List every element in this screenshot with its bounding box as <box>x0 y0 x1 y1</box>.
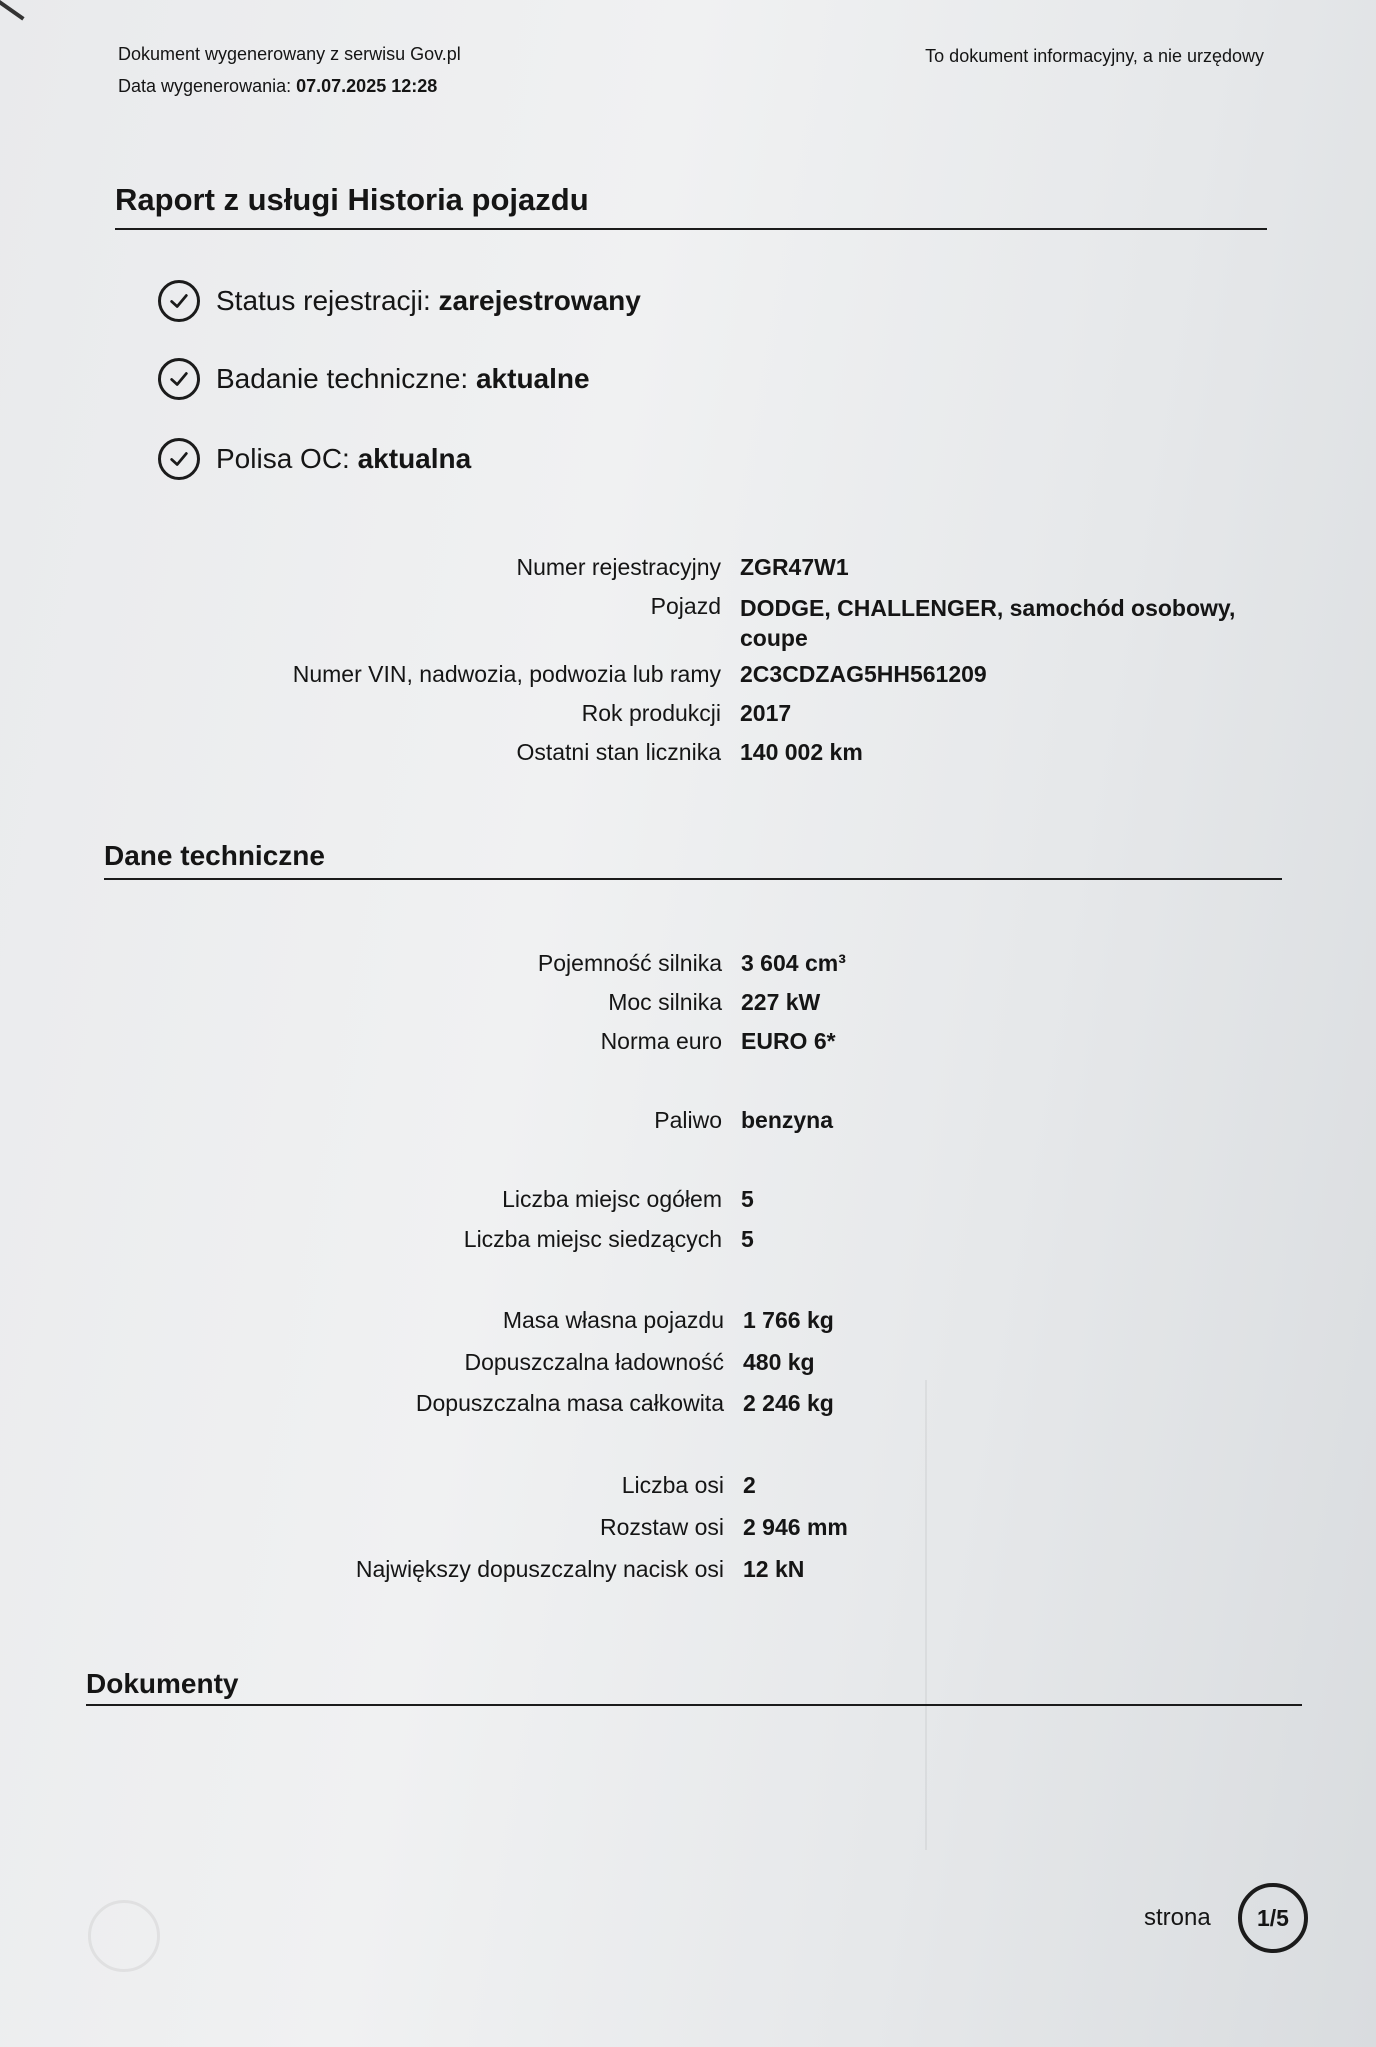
page-label: strona <box>1144 1904 1211 1931</box>
status-label: Status rejestracji: <box>216 285 431 316</box>
bleed-through-circle <box>88 1900 160 1972</box>
page-number-badge: 1/5 <box>1238 1883 1308 1953</box>
axles-value: 2 <box>743 1472 756 1498</box>
fuel-label: Paliwo <box>654 1107 722 1133</box>
engine-capacity-label: Pojemność silnika <box>537 950 722 976</box>
axle-load-label: Największy dopuszczalny nacisk osi <box>355 1556 724 1582</box>
status-insurance <box>158 438 471 480</box>
status-label: Badanie techniczne: <box>216 363 469 394</box>
payload-row <box>0 1349 1376 1383</box>
fuel-row <box>0 1107 1376 1141</box>
status-value: aktualne <box>475 363 590 394</box>
section-title-documents: Dokumenty <box>86 1668 239 1699</box>
status-inspection <box>158 358 590 400</box>
document-header <box>118 38 461 102</box>
axles-label: Liczba osi <box>621 1472 724 1498</box>
corner-mark <box>0 0 25 20</box>
curb-weight-row <box>0 1307 1376 1341</box>
euro-value: EURO 6* <box>741 1028 836 1054</box>
registration-row <box>0 554 1376 588</box>
payload-label: Dopuszczalna ładowność <box>464 1349 724 1375</box>
euro-row <box>0 1028 1376 1062</box>
axle-load-row <box>0 1556 1376 1590</box>
check-circle-icon <box>158 280 200 322</box>
vehicle-value: DODGE, CHALLENGER, samochód osobowy, coupe <box>740 595 1236 651</box>
production-year-label: Rok produkcji <box>581 700 721 726</box>
seats-total-label: Liczba miejsc ogółem <box>502 1186 722 1212</box>
fuel-value: benzyna <box>741 1107 834 1133</box>
payload-value: 480 kg <box>743 1349 815 1375</box>
status-registration <box>158 280 641 322</box>
vehicle-row <box>0 593 1376 651</box>
status-value: zarejestrowany <box>438 285 641 316</box>
wheelbase-value: 2 946 mm <box>743 1514 848 1540</box>
check-circle-icon <box>158 358 200 400</box>
paper-fold <box>925 1380 927 1850</box>
curb-weight-value: 1 766 kg <box>743 1307 834 1333</box>
axle-load-value: 12 kN <box>743 1556 805 1582</box>
status-label: Polisa OC: <box>216 443 350 474</box>
report-title: Raport z usługi Historia pojazdu <box>115 182 589 217</box>
generated-date: 07.07.2025 12:28 <box>296 76 438 96</box>
power-row <box>0 989 1376 1023</box>
documents-rule <box>86 1704 1302 1706</box>
seats-total-row <box>0 1186 1376 1220</box>
axles-row <box>0 1472 1376 1506</box>
euro-label: Norma euro <box>600 1028 722 1054</box>
technical-rule <box>104 878 1282 880</box>
check-circle-icon <box>158 438 200 480</box>
generated-date-line <box>118 70 461 102</box>
odometer-value: 140 002 km <box>740 739 863 765</box>
seats-total-value: 5 <box>741 1186 754 1212</box>
registration-label: Numer rejestracyjny <box>516 554 721 580</box>
status-value: aktualna <box>357 443 472 474</box>
power-value: 227 kW <box>741 989 821 1015</box>
engine-capacity-value: 3 604 cm³ <box>741 950 846 976</box>
vin-row <box>0 661 1376 695</box>
odometer-label: Ostatni stan licznika <box>516 739 721 765</box>
gross-weight-row <box>0 1390 1376 1424</box>
source-note: Dokument wygenerowany z serwisu Gov.pl <box>118 44 461 64</box>
production-year-row <box>0 700 1376 734</box>
vehicle-label: Pojazd <box>650 593 721 619</box>
engine-capacity-row <box>0 950 1376 984</box>
wheelbase-label: Rozstaw osi <box>600 1514 724 1540</box>
odometer-row <box>0 739 1376 773</box>
section-title-technical: Dane techniczne <box>104 840 325 871</box>
title-rule <box>115 228 1267 230</box>
gross-weight-label: Dopuszczalna masa całkowita <box>415 1390 724 1416</box>
gross-weight-value: 2 246 kg <box>743 1390 834 1416</box>
vin-value: 2C3CDZAG5HH561209 <box>740 661 987 687</box>
vin-label: Numer VIN, nadwozia, podwozia lub ramy <box>292 661 721 687</box>
curb-weight-label: Masa własna pojazdu <box>502 1307 724 1333</box>
production-year-value: 2017 <box>740 700 792 726</box>
seats-sitting-value: 5 <box>741 1226 754 1252</box>
wheelbase-row <box>0 1514 1376 1548</box>
seats-sitting-row <box>0 1226 1376 1260</box>
seats-sitting-label: Liczba miejsc siedzących <box>463 1226 722 1252</box>
disclaimer: To dokument informacyjny, a nie urzędowy <box>925 46 1264 66</box>
registration-value: ZGR47W1 <box>740 554 849 580</box>
generated-label: Data wygenerowania: <box>118 76 292 96</box>
power-label: Moc silnika <box>608 989 722 1015</box>
